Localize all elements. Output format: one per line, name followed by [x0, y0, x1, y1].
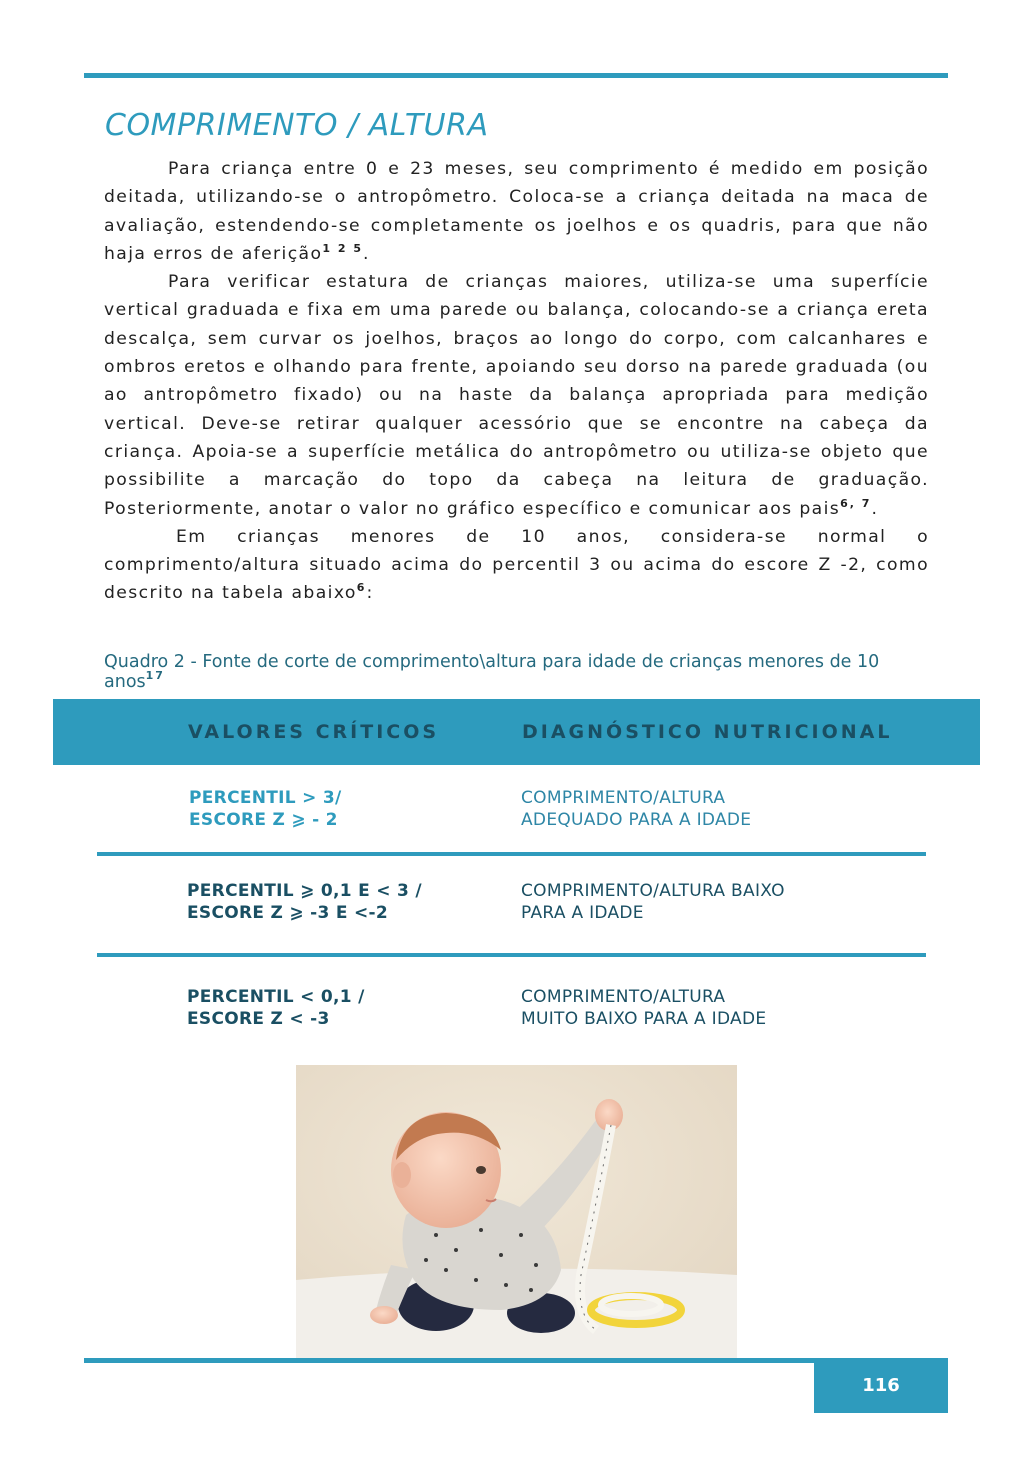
- caption-text: Quadro 2 - Fonte de corte de comprimento\altura para idade de crianças menores de 10 anos: [104, 652, 880, 692]
- diagnosis-cell: [521, 880, 785, 924]
- caption-reference: 17: [145, 669, 165, 682]
- diagnosis-line: ADEQUADO PARA A IDADE: [521, 810, 752, 830]
- diagnosis-line: MUITO BAIXO PARA A IDADE: [521, 1009, 767, 1029]
- page-number: 116: [814, 1358, 948, 1413]
- header-nutritional-diagnosis: DIAGNÓSTICO NUTRICIONAL: [522, 721, 893, 743]
- critical-value-line: ESCORE Z ⩾ - 2: [189, 810, 338, 830]
- paragraph-2-end: .: [871, 498, 879, 519]
- diagnosis-cell: [521, 986, 766, 1030]
- photo-illustration: [296, 1065, 737, 1360]
- paragraph-3-end: :: [366, 583, 374, 604]
- diagnosis-line: COMPRIMENTO/ALTURA: [521, 987, 726, 1007]
- body-text: [104, 155, 929, 608]
- table-caption: [104, 652, 944, 692]
- paragraph-2: [104, 268, 929, 523]
- reference-superscript: 6: [356, 581, 367, 595]
- table-header: [53, 699, 980, 765]
- baby-with-measuring-tape-photo: [296, 1065, 737, 1360]
- header-critical-values: VALORES CRÍTICOS: [188, 721, 440, 743]
- page-title: COMPRIMENTO / ALTURA: [105, 108, 489, 143]
- paragraph-2-text: Para verificar estatura de crianças maiores, utiliza-se uma superfície vertical graduada e fixa em uma parede ou balança, colocando-se a criança ereta descalça, sem curvar os joelhos, braços ao longo do corpo, com calcanhares e ombros eretos e olhando para frente, apoiando seu dorso na parede graduada (ou ao antropômetro fixado) ou na haste da balança apropriada para medição vertical. Deve-se retirar qualquer acessório que se encontre na cabeça da criança. Apoia-se a superfície metálica do antropômetro ou utiliza-se objeto que possibilite a marcação do topo da cabeça na leitura de graduação. Posteriormente, anotar o valor no gráfico específico e comunicar aos pais: [104, 272, 929, 519]
- diagnosis-cell: [521, 787, 751, 831]
- diagnosis-line: PARA A IDADE: [521, 903, 644, 923]
- row-divider: [97, 852, 926, 856]
- critical-value-cell: [189, 787, 342, 831]
- paragraph-3: [104, 523, 929, 608]
- diagnosis-line: COMPRIMENTO/ALTURA BAIXO: [521, 881, 785, 901]
- critical-value-line: PERCENTIL > 3/: [189, 788, 342, 808]
- critical-value-cell: [187, 880, 422, 924]
- reference-superscript: 1 2 5: [322, 241, 364, 255]
- paragraph-3-text: Em crianças menores de 10 anos, considera-se normal o comprimento/altura situado acima do percentil 3 ou acima do escore Z -2, como descrito na tabela abaixo: [104, 526, 929, 604]
- row-divider: [97, 953, 926, 957]
- paragraph-1-end: .: [363, 243, 370, 264]
- reference-superscript: 6, 7: [840, 496, 872, 510]
- diagnosis-line: COMPRIMENTO/ALTURA: [521, 788, 726, 808]
- critical-value-line: ESCORE Z ⩾ -3 E <-2: [187, 903, 388, 923]
- critical-value-line: ESCORE Z < -3: [187, 1009, 330, 1029]
- critical-value-cell: [187, 986, 365, 1030]
- critical-value-line: PERCENTIL ⩾ 0,1 E < 3 /: [187, 881, 422, 901]
- paragraph-1: [104, 155, 929, 268]
- critical-value-line: PERCENTIL < 0,1 /: [187, 987, 365, 1007]
- top-rule: [84, 73, 948, 78]
- paragraph-1-text: Para criança entre 0 e 23 meses, seu comprimento é medido em posição deitada, utilizando-se o antropômetro. Coloca-se a criança deitada na maca de avaliação, estendendo-se completamente os joelhos e os quadris, para que não haja erros de aferição: [104, 159, 929, 264]
